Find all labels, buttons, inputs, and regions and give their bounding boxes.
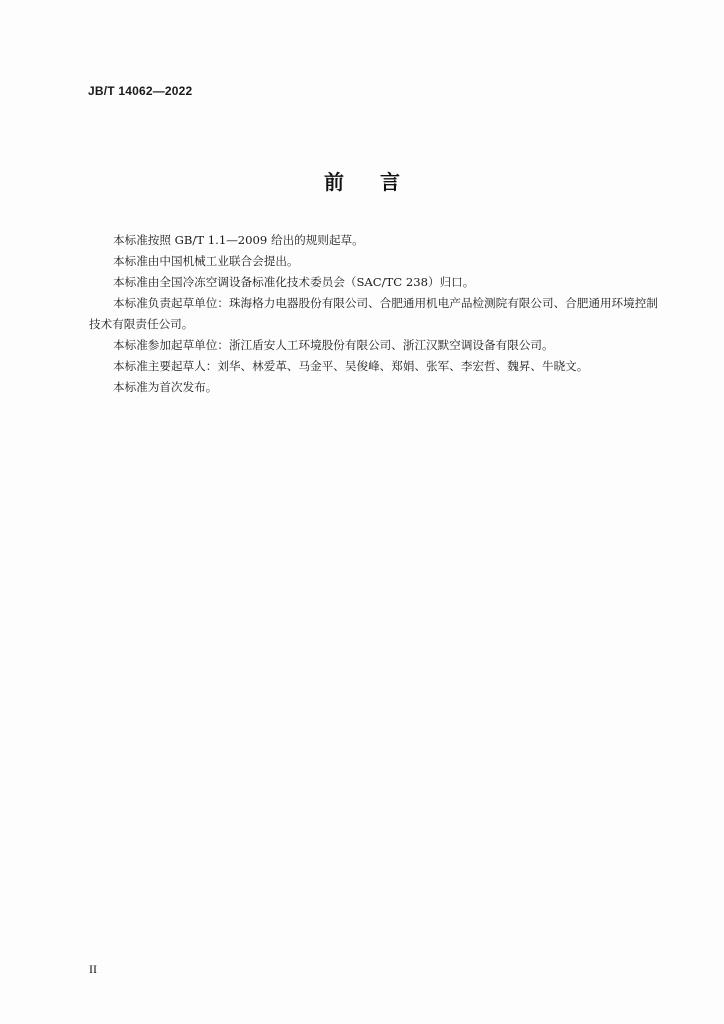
page-title: 前言 [324,170,436,194]
foreword-body [89,230,661,398]
page-number: II [89,962,97,976]
paragraph-proposed-by: 本标准由中国机械工业联合会提出。 [113,254,299,268]
paragraph-drafting-rules: 本标准按照 GB/T 1.1—2009 给出的规则起草。 [113,233,364,247]
paragraph-participating-drafters: 本标准参加起草单位：浙江盾安人工环境股份有限公司、浙江汉默空调设备有限公司。 [113,338,554,352]
paragraph-lead-drafters: 本标准负责起草单位：珠海格力电器股份有限公司、合肥通用机电产品检测院有限公司、合肥通用环境控制技术有限责任公司。 [89,296,658,331]
paragraph-administered-by: 本标准由全国冷冻空调设备标准化技术委员会（SAC/TC 238）归口。 [113,275,475,289]
paragraph-main-drafters: 本标准主要起草人：刘华、林爱革、马金平、吴俊峰、郑娟、张军、李宏哲、魏昇、牛晓文。 [113,359,589,373]
paragraph-first-release: 本标准为首次发布。 [113,380,218,394]
standard-code: JB/T 14062—2022 [88,84,193,98]
